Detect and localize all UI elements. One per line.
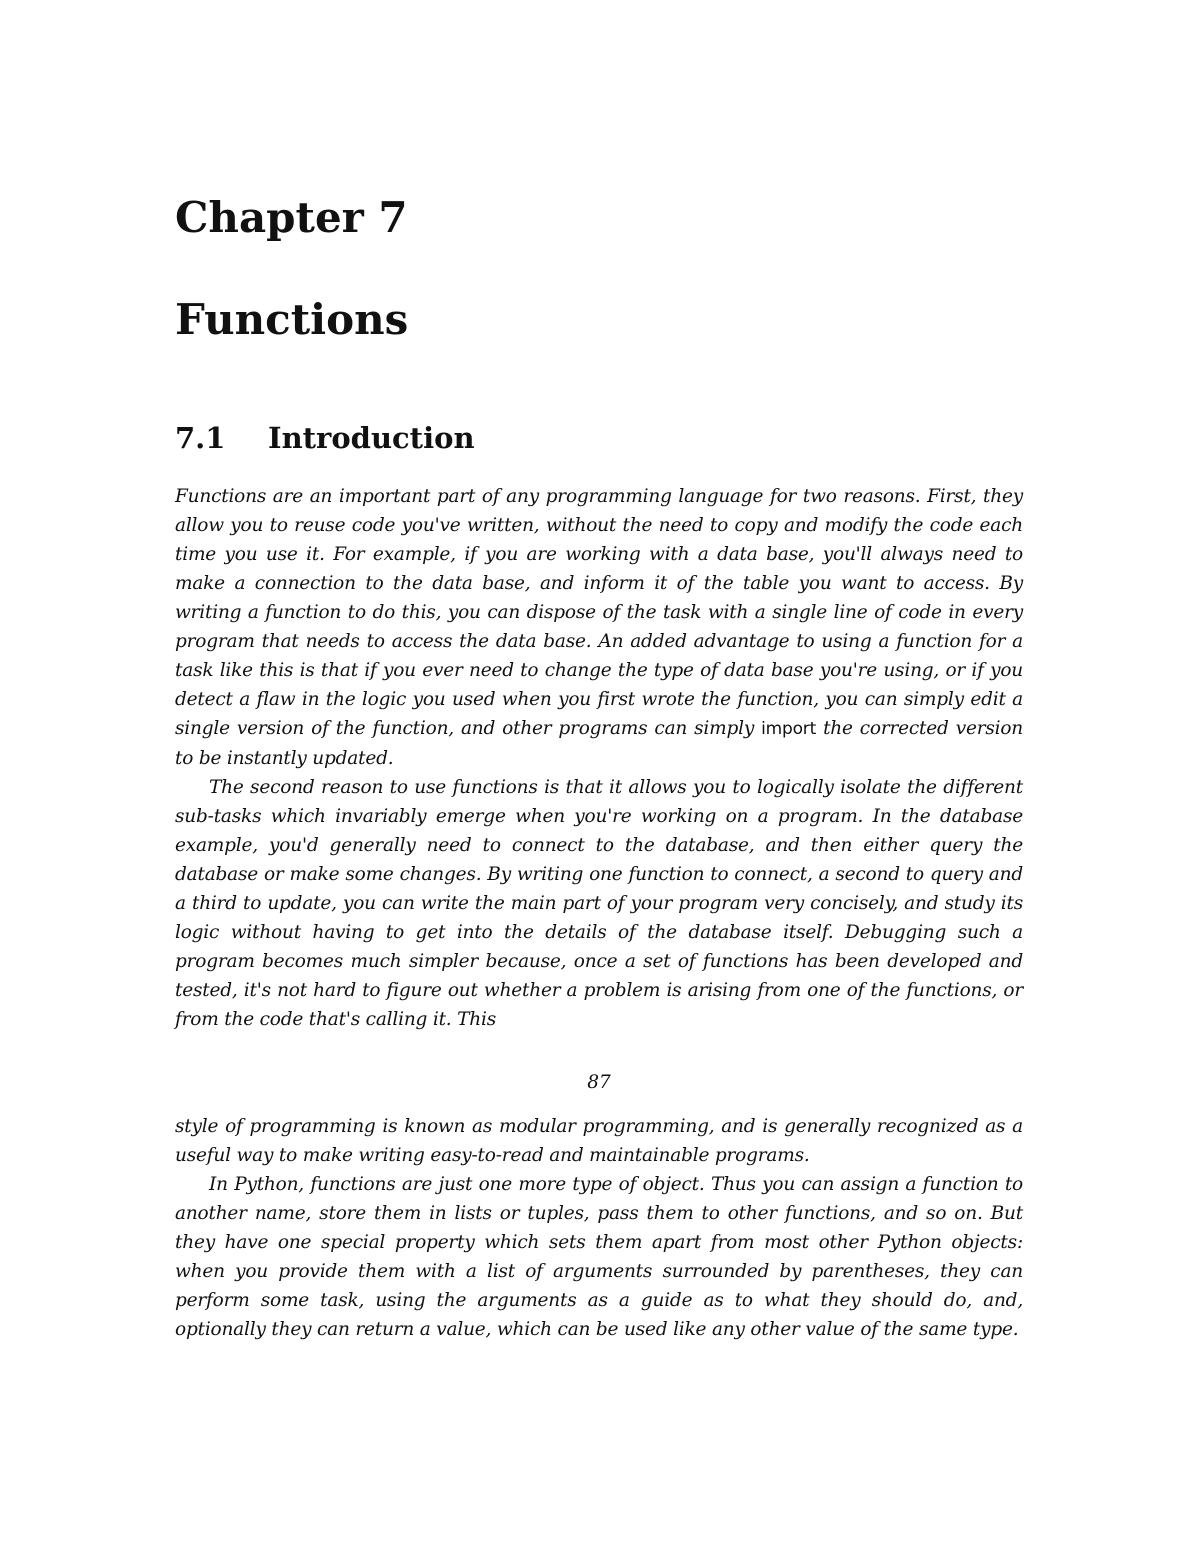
paragraph-4: In Python, functions are just one more type of object. Thus you can assign a function to another name, store them in lists or tuples, pass them to other functions, and so on. But they have one special property which sets them apart from most other Python objects: when you provide them with a list of arguments surrounded by parentheses, they can perform some task, using the arguments as a guide as to what they should do, and, optionally they can return a value, which can be used like any other value of the same type. — [175, 1174, 1023, 1340]
chapter-title: Functions — [175, 295, 409, 344]
paragraph-1 — [175, 482, 1023, 773]
inline-code-import: import — [761, 719, 817, 739]
section-number: 7.1 — [175, 421, 226, 455]
section-title: Introduction — [268, 421, 475, 455]
page-number: 87 — [587, 1072, 611, 1093]
paragraph-1-tail: the corrected version to be instantly updated. — [175, 718, 1023, 769]
section-heading — [175, 418, 475, 458]
body-text-top — [175, 482, 1023, 1034]
body-text-bottom — [175, 1112, 1023, 1344]
chapter-label: Chapter 7 — [175, 193, 408, 242]
paragraph-2: The second reason to use functions is that it allows you to logically isolate the different sub-tasks which invariably emerge when you're working on a program. In the database example, you'd generally need to connect to the database, and then either query the database or make some changes. By writing one function to connect, a second to query and a third to update, you can write the main part of your program very concisely, and study its logic without having to get into the details of the database itself. Debugging such a program becomes much simpler because, once a set of functions has been developed and tested, it's not hard to figure out whether a problem is arising from one of the functions, or from the code that's calling it. This — [175, 777, 1023, 1030]
paragraph-3: style of programming is known as modular programming, and is generally recognized as a useful way to make writing easy-to-read and maintainable programs. — [175, 1116, 1023, 1166]
paragraph-1-text: Functions are an important part of any programming language for two reasons. First, they allow you to reuse code you've written, without the need to copy and modify the code each time you use it. For example, if you are working with a data base, you'll always need to make a connection to the data base, and inform it of the table you want to access. By writing a function to do this, you can dispose of the task with a single line of code in every program that needs to access the data base. An added advantage to using a function for a task like this is that if you ever need to change the type of data base you're using, or if you detect a flaw in the logic you used when you first wrote the function, you can simply edit a single version of the function, and other programs can simply — [175, 486, 1023, 739]
